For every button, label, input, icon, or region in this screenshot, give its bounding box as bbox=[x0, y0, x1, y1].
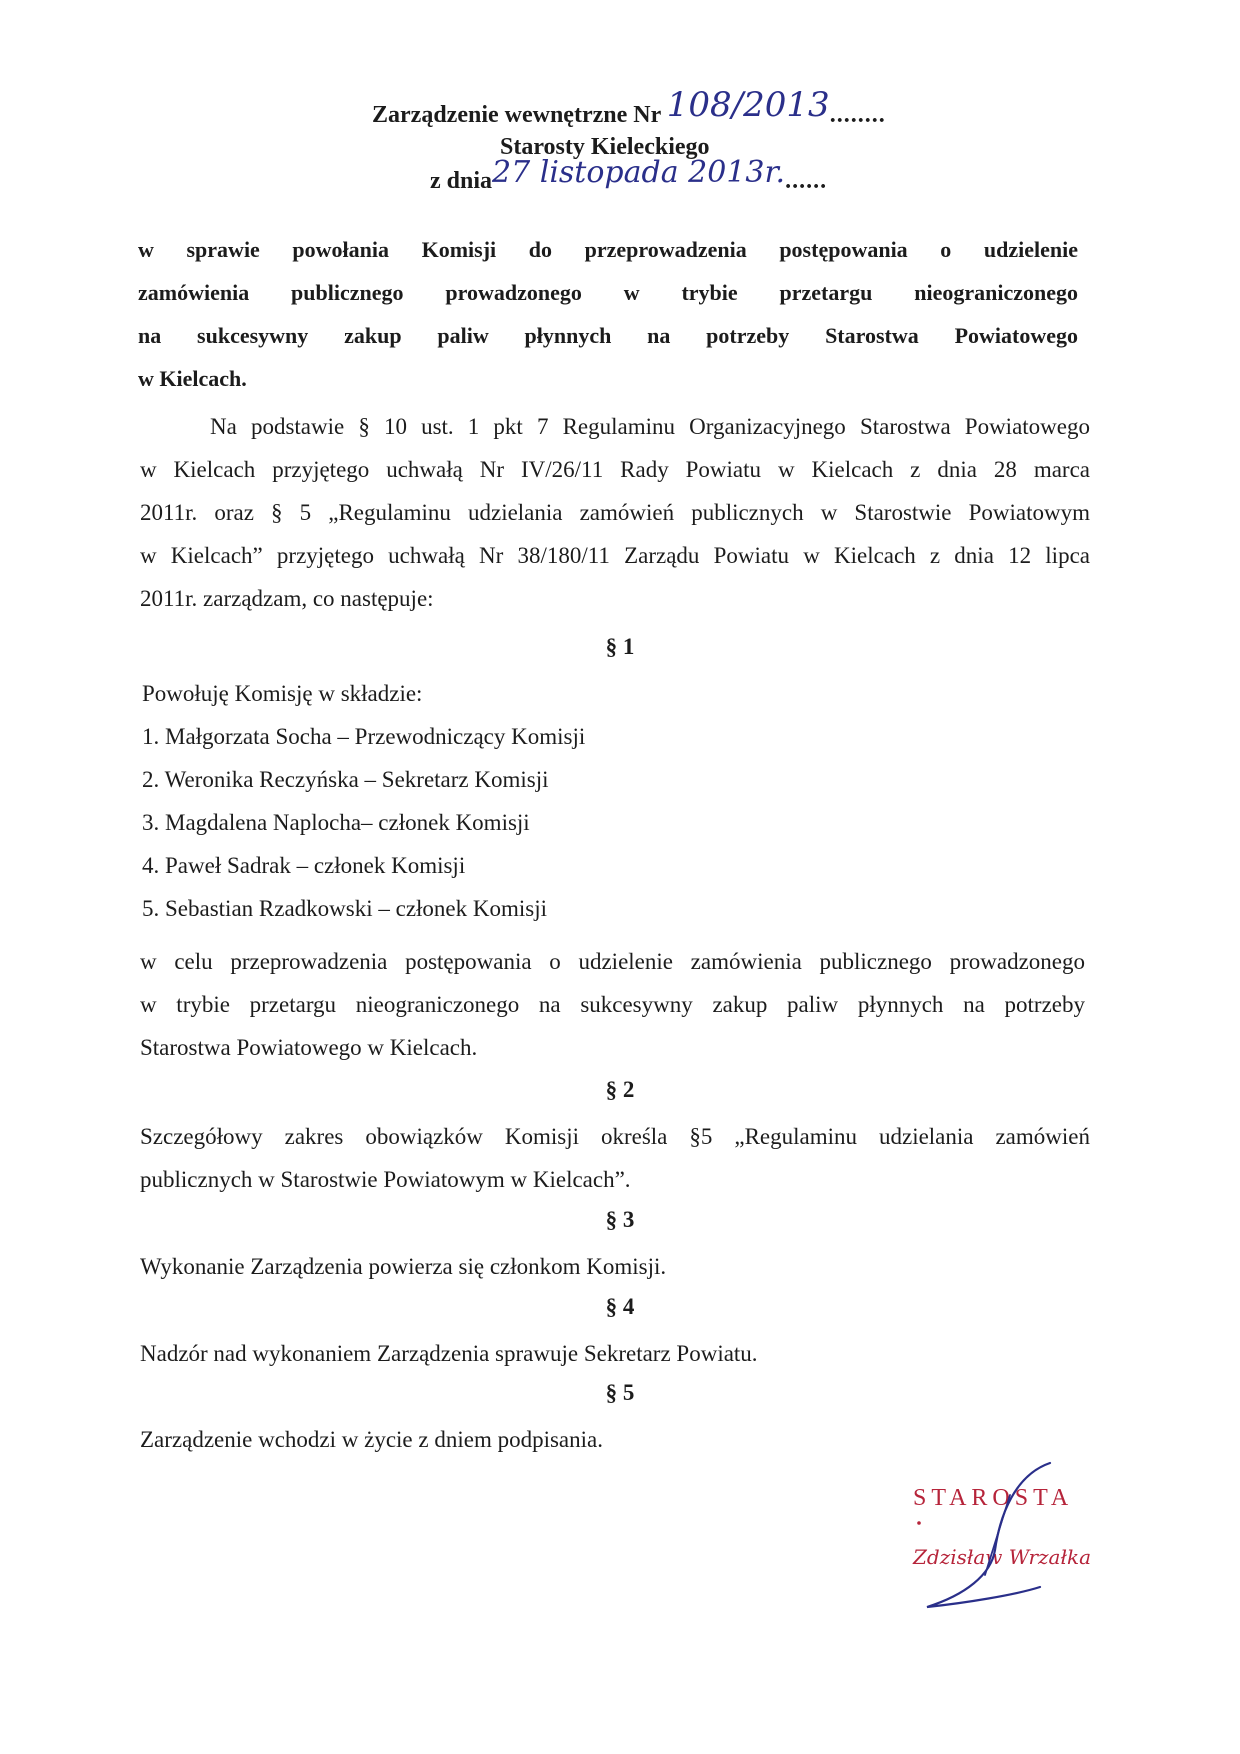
section-1-body bbox=[142, 672, 585, 930]
section-5-text: Zarządzenie wchodzi w życie z dniem podpisania. bbox=[140, 1427, 603, 1452]
section-2-sign: § 2 bbox=[605, 1077, 635, 1102]
subject-line: zamówienia publicznego prowadzonego w trybie przetargu nieograniczonego bbox=[138, 280, 1078, 305]
section-4-sign: § 4 bbox=[605, 1294, 635, 1319]
preamble-line: w Kielcach przyjętego uchwałą Nr IV/26/11 Rady Powiatu w Kielcach z dnia 28 marca bbox=[140, 457, 1090, 482]
purpose-line: w trybie przetargu nieograniczonego na sukcesywny zakup paliw płynnych na potrzeby bbox=[140, 992, 1085, 1017]
handwritten-signature bbox=[905, 1455, 1105, 1615]
preamble-line: w Kielcach” przyjętego uchwałą Nr 38/180/11 Zarządu Powiatu w Kielcach z dnia 12 lipca bbox=[140, 543, 1090, 568]
handwritten-date: 27 listopada 2013r. bbox=[492, 155, 786, 190]
date-line bbox=[370, 155, 890, 197]
purpose-line: w celu przeprowadzenia postępowania o udzielenie zamówienia publicznego prowadzonego bbox=[140, 949, 1085, 974]
section-1-intro: Powołuję Komisję w składzie: bbox=[142, 681, 423, 706]
section-4-text: Nadzór nad wykonaniem Zarządzenia sprawuje Sekretarz Powiatu. bbox=[140, 1341, 758, 1366]
stamp-name: Zdzisław Wrzałka bbox=[913, 1545, 1091, 1569]
preamble-line: Na podstawie § 10 ust. 1 pkt 7 Regulaminu Organizacyjnego Starostwa Powiatowego bbox=[210, 414, 1090, 439]
date-dots: ...... bbox=[785, 168, 828, 194]
member-item: 1. Małgorzata Socha – Przewodniczący Komisji bbox=[142, 724, 586, 749]
issuer: Starosty Kieleckiego bbox=[500, 134, 710, 160]
signature-stamp bbox=[905, 1455, 1105, 1615]
document-header bbox=[370, 85, 890, 197]
member-item: 5. Sebastian Rzadkowski – członek Komisji bbox=[142, 896, 547, 921]
handwritten-number: 108/2013 bbox=[666, 85, 830, 125]
date-prefix: z dnia bbox=[430, 168, 493, 194]
section-1-purpose bbox=[140, 940, 1085, 1069]
section-5-sign: § 5 bbox=[605, 1380, 635, 1405]
member-item: 3. Magdalena Naplocha– członek Komisji bbox=[142, 810, 530, 835]
section-2-line: Szczegółowy zakres obowiązków Komisji określa §5 „Regulaminu udzielania zamówień bbox=[140, 1124, 1090, 1149]
subject-line: w Kielcach. bbox=[138, 366, 247, 391]
section-2-body bbox=[140, 1115, 1090, 1201]
section-2-line: publicznych w Starostwie Powiatowym w Kielcach”. bbox=[140, 1167, 631, 1192]
title-dots: ........ bbox=[829, 102, 886, 128]
purpose-line: Starostwa Powiatowego w Kielcach. bbox=[140, 1035, 478, 1060]
section-3-text: Wykonanie Zarządzenia powierza się członkom Komisji. bbox=[140, 1254, 667, 1279]
preamble bbox=[140, 405, 1090, 620]
subject-line: w sprawie powołania Komisji do przeprowadzenia postępowania o udzielenie bbox=[138, 237, 1078, 262]
subject-block bbox=[138, 228, 1078, 400]
section-1-sign: § 1 bbox=[605, 634, 635, 659]
title-prefix: Zarządzenie wewnętrzne Nr bbox=[372, 102, 661, 128]
subject-line: na sukcesywny zakup paliw płynnych na potrzeby Starostwa Powiatowego bbox=[138, 323, 1078, 348]
member-item: 4. Paweł Sadrak – członek Komisji bbox=[142, 853, 466, 878]
preamble-line: 2011r. oraz § 5 „Regulaminu udzielania zamówień publicznych w Starostwie Powiatowym bbox=[140, 500, 1090, 525]
member-item: 2. Weronika Reczyńska – Sekretarz Komisji bbox=[142, 767, 549, 792]
stamp-title: STAROSTA bbox=[913, 1485, 1074, 1511]
section-3-sign: § 3 bbox=[605, 1207, 635, 1232]
preamble-line: 2011r. zarządzam, co następuje: bbox=[140, 586, 434, 611]
document-title bbox=[370, 85, 890, 131]
